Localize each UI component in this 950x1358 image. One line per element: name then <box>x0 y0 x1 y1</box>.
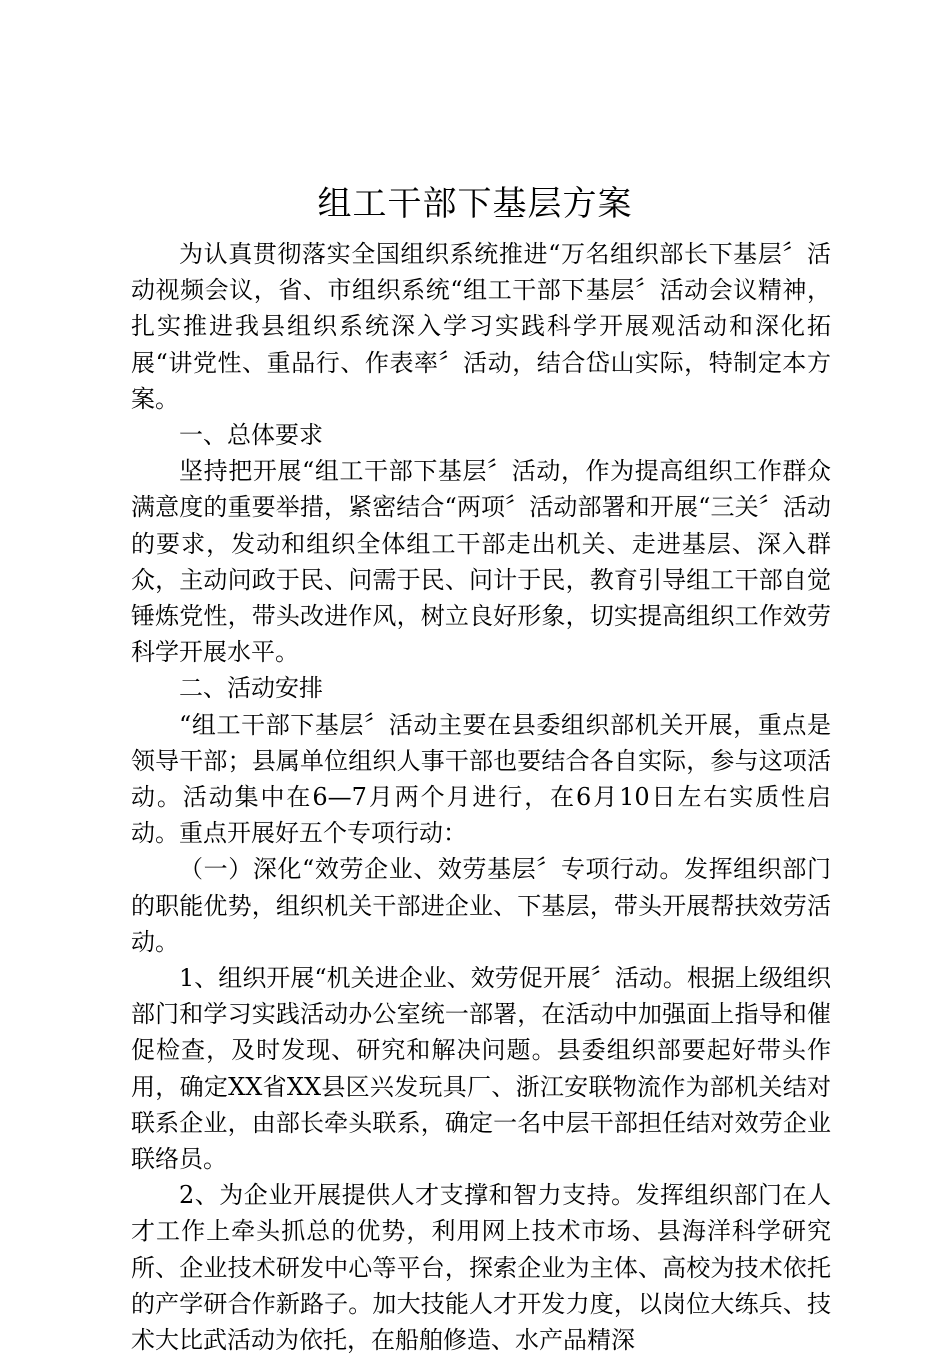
section-heading-activity-arrangement: 二、活动安排 <box>179 674 323 703</box>
paragraph-activity-arrangement: “组工干部下基层〞活动主要在县委组织部机关开展，重点是领导干部；县属单位组织人事干部也要结合各自实际，参与这项活动。活动集中在6—7月两个月进行，在6月10日左右实质性启动。重点开展好五个专项行动： <box>131 710 831 848</box>
paragraph-item-2: 2、为企业开展提供人才支撑和智力支持。发挥组织部门在人才工作上牵头抓总的优势，利用网上技术市场、县海洋科学研究所、企业技术研发中心等平台，探索企业为主体、高校为技术依托的产学研合作新路子。加大技能人才开发力度，以岗位大练兵、技术大比武活动为依托，在船舶修造、水产品精深 <box>131 1181 831 1355</box>
document-body <box>131 236 831 1358</box>
paragraph-subsection-1: （一）深化“效劳企业、效劳基层〞专项行动。发挥组织部门的职能优势，组织机关干部进企业、下基层，带头开展帮扶效劳活动。 <box>131 855 831 956</box>
paragraph-general-requirements: 坚持把开展“组工干部下基层〞活动，作为提高组织工作群众满意度的重要举措，紧密结合“两项〞活动部署和开展“三关〞活动的要求，发动和组织全体组工干部走出机关、走进基层、深入群众，主动问政于民、问需于民、问计于民，教育引导组工干部自觉锤炼党性，带头改进作风，树立良好形象，切实提高组织工作效劳科学开展水平。 <box>131 457 831 667</box>
document-title: 组工干部下基层方案 <box>317 184 633 224</box>
paragraph-item-1: 1、组织开展“机关进企业、效劳促开展〞活动。根据上级组织部门和学习实践活动办公室统一部署，在活动中加强面上指导和催促检查，及时发现、研究和解决问题。县委组织部要起好带头作用，确定XX省XX县区兴发玩具厂、浙江安联物流作为部机关结对联系企业，由部长牵头联系，确定一名中层干部担任结对效劳企业联络员。 <box>131 964 831 1174</box>
paragraph-intro: 为认真贯彻落实全国组织系统推进“万名组织部长下基层〞活动视频会议，省、市组织系统“组工干部下基层〞活动会议精神，扎实推进我县组织系统深入学习实践科学开展观活动和深化拓展“讲党性、重品行、作表率〞活动，结合岱山实际，特制定本方案。 <box>131 240 831 413</box>
section-heading-general-requirements: 一、总体要求 <box>179 421 323 450</box>
